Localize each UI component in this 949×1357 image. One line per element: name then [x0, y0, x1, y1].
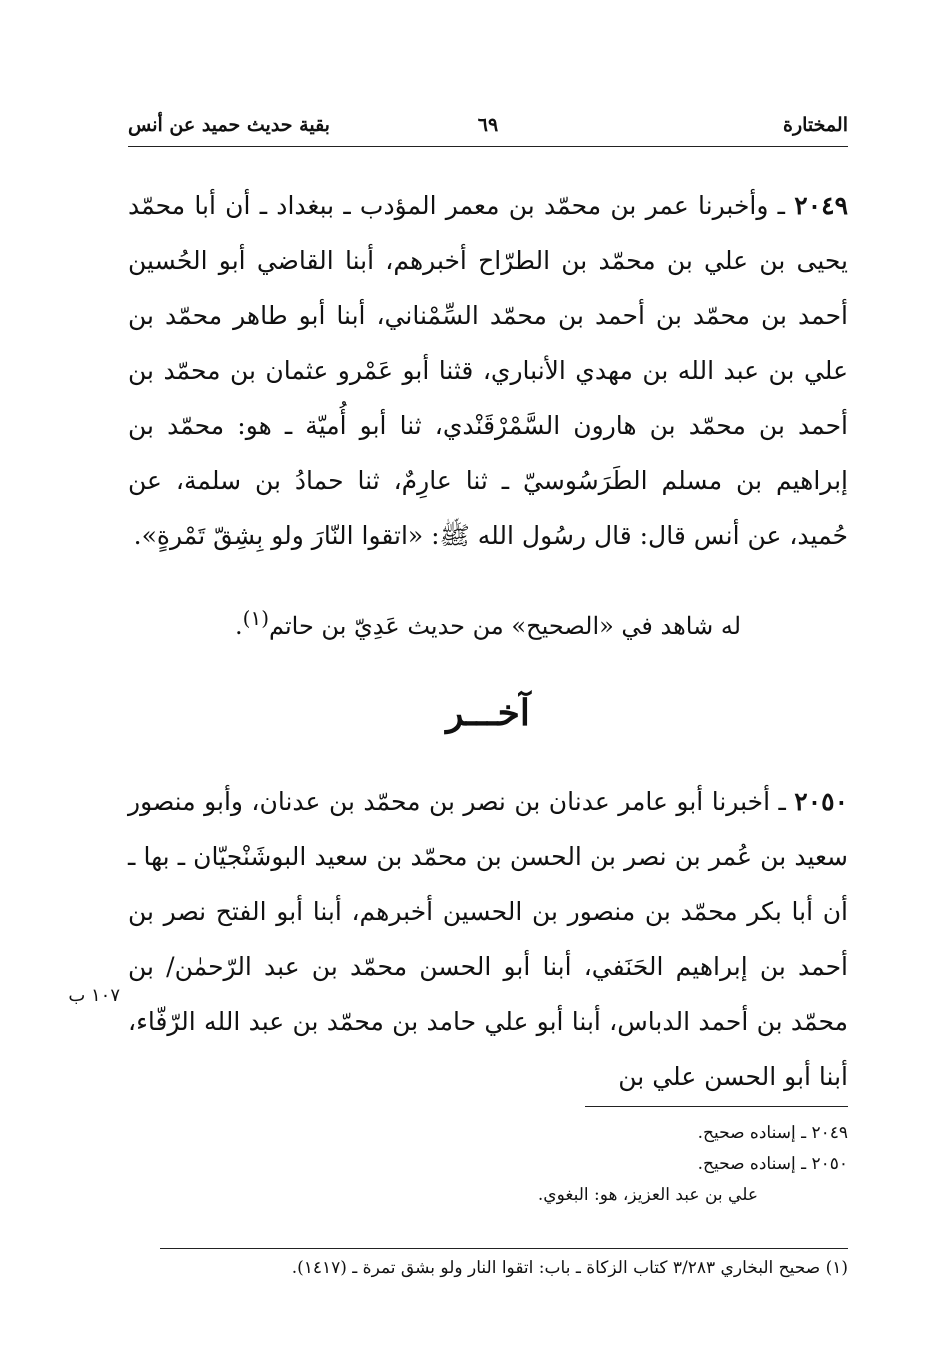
footnote-marker: (١): [242, 606, 269, 630]
footnotes: [128, 1118, 848, 1211]
footnote-2050-extra: علي بن عبد العزيز، هو: البغوي.: [537, 1185, 758, 1205]
header-book-title: المختارة: [783, 114, 848, 136]
page-number: ٦٩: [477, 114, 499, 136]
footnote-rule: [585, 1106, 848, 1107]
hadith-number-2050: ٢٠٥٠: [794, 787, 848, 816]
hadith-text-2050: ـ أخبرنا أبو عامر عدنان بن نصر بن محمّد بن عدنان، وأبو منصور سعيد بن عُمر بن نصر بن الحسن بن محمّد بن سعيد البوشَنْجيّان ـ بها ـ أن أبا بكر محمّد بن منصور بن الحسين أخبرهم، أبنا أبو الفتح نصر بن أحمد بن إبراهيم الحَنَفي، أبنا أبو الحسن محمّد بن عبد الرّحمٰن/ بن محمّد بن أحمد الدباس، أبنا أبو علي حامد بن محمّد بن عبد الله الرّفّاء، أبنا أبو الحسن علي بن: [128, 787, 848, 1091]
footnote-2049: ٢٠٤٩ ـ إسناده صحيح.: [697, 1123, 848, 1143]
header-rule: [128, 146, 848, 147]
header-section-title: بقية حديث حميد عن أنس: [128, 114, 330, 136]
shahid-note: [128, 606, 848, 640]
footnote-2050: ٢٠٥٠ ـ إسناده صحيح.: [697, 1154, 848, 1174]
shahid-note-text: له شاهد في «الصحيح» من حديث عَدِيّ بن حاتم: [269, 612, 742, 640]
running-header: [128, 108, 848, 148]
hadith-2049: [128, 178, 848, 563]
bottom-footnote-rule: [160, 1248, 848, 1249]
source-footnote: (١) صحيح البخاري ٣/٢٨٣ كتاب الزكاة ـ باب: اتقوا النار ولو بشق تمرة ـ (١٤١٧).: [291, 1258, 848, 1278]
hadith-number-2049: ٢٠٤٩: [794, 191, 848, 220]
manuscript-folio-ref: ١٠٧ ب: [68, 985, 120, 1006]
hadith-text-2049: ـ وأخبرنا عمر بن محمّد بن معمر المؤدب ـ ببغداد ـ أن أبا محمّد يحيى بن علي بن محمّد بن الطرّاح أخبرهم، أبنا القاضي أبو الحُسين أحمد بن محمّد بن أحمد بن محمّد السِّمْناني، أبنا أبو طاهر محمّد بن علي بن عبد الله بن مهدي الأنباري، قثنا أبو عَمْرو عثمان بن محمّد بن أحمد بن محمّد بن هارون السَّمْرْقَنْدي، ثنا أبو أُميّة ـ هو: محمّد بن إبراهيم بن مسلم الطَرَسُوسيّ ـ ثنا عارِمٌ، ثنا حمادُ بن سلمة، عن حُميد، عن أنس قال: قال رسُول الله ﷺ: «اتقوا النّارَ ولو بِشِقّ تَمْرةٍ».: [128, 191, 848, 550]
section-heading: آخـــر: [446, 692, 530, 734]
hadith-2050: [128, 774, 848, 1104]
shahid-note-end: .: [234, 612, 243, 640]
